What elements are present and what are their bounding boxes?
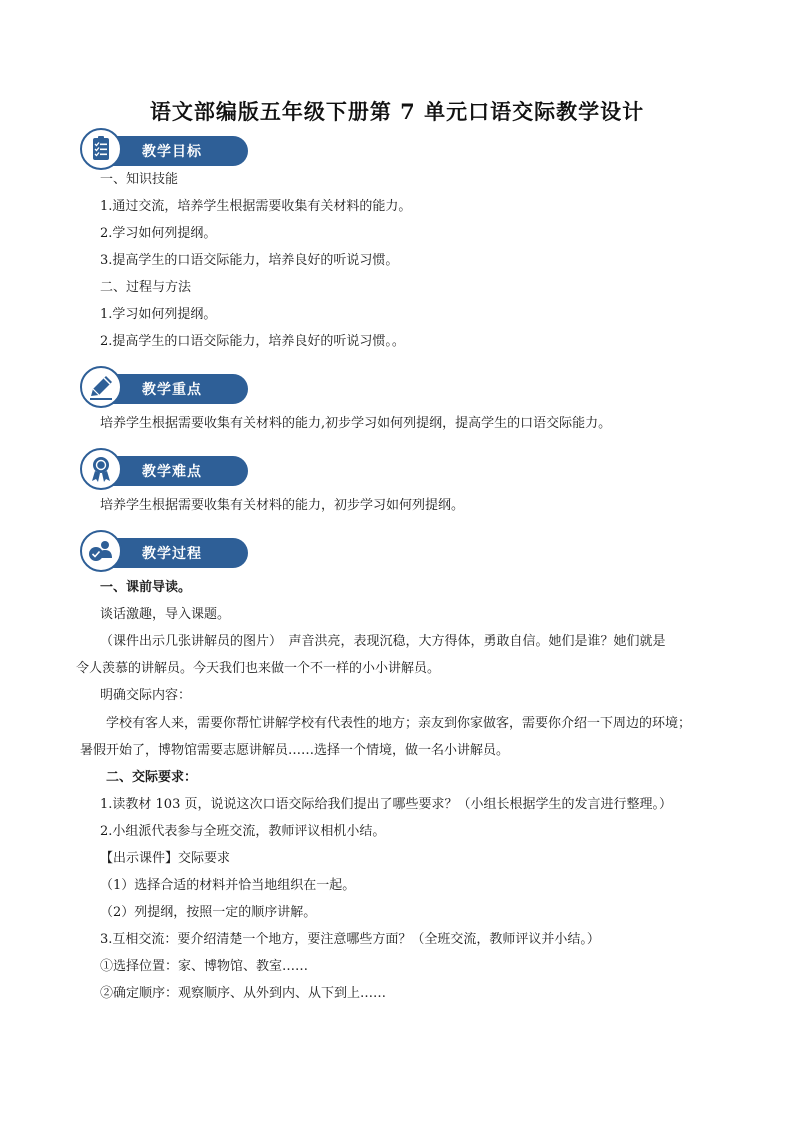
key-points-text: 培养学生根据需要收集有关材料的能力,初步学习如何列提纲，提高学生的口语交际能力。 (100, 416, 612, 431)
objective-line: 1.通过交流，培养学生根据需要收集有关材料的能力。 (100, 199, 412, 214)
objective-line: 1.学习如何列提纲。 (100, 307, 217, 322)
objective-line: 2.学习如何列提纲。 (100, 226, 217, 241)
objective-line: 3.提高学生的口语交际能力，培养良好的听说习惯。 (100, 253, 399, 268)
process-line: 1.读教材 103 页，说说这次口语交际给我们提出了哪些要求？（小组长根据学生的发言进行整理。） (100, 797, 672, 812)
process-line: 明确交际内容： (100, 688, 192, 703)
process-line: （课件出示几张讲解员的图片） 声音洪亮，表现沉稳，大方得体，勇敢自信。她们是谁？她们就是 (100, 634, 666, 649)
process-line: ①选择位置：家、博物馆、教室…… (100, 959, 309, 974)
process-line: （2）列提纲，按照一定的顺序讲解。 (100, 905, 317, 920)
checklist-icon (86, 134, 116, 164)
pencil-icon (86, 372, 116, 402)
section-label: 教学目标 (142, 144, 202, 160)
objective-line: 一、知识技能 (100, 172, 179, 187)
process-line: 二、交际要求： (106, 770, 198, 785)
process-line: 一、课前导读。 (100, 580, 192, 595)
difficulties-text: 培养学生根据需要收集有关材料的能力，初步学习如何列提纲。 (100, 498, 465, 513)
objective-line: 2.提高学生的口语交际能力，培养良好的听说习惯。。 (100, 334, 405, 349)
section-badge-key-points (80, 366, 250, 408)
process-line: 令人羡慕的讲解员。今天我们也来做一个不一样的小小讲解员。 (76, 661, 441, 676)
section-badge-objectives (80, 128, 250, 170)
section-badge-difficulties (80, 448, 250, 490)
section-label: 教学难点 (142, 464, 202, 480)
award-ribbon-icon (86, 454, 116, 484)
process-line: 2.小组派代表参与全班交流，教师评议相机小结。 (100, 824, 386, 839)
people-check-icon (86, 536, 116, 566)
process-line: 谈话激趣，导入课题。 (100, 607, 231, 622)
document-title: 语文部编版五年级下册第 7 单元口语交际教学设计 (149, 99, 645, 124)
process-line: （1）选择合适的材料并恰当地组织在一起。 (100, 878, 356, 893)
process-line: 【出示课件】交际要求 (100, 851, 231, 866)
process-line: ②确定顺序：观察顺序、从外到内、从下到上…… (100, 986, 387, 1001)
section-label: 教学过程 (142, 546, 202, 562)
process-line: 暑假开始了，博物馆需要志愿讲解员……选择一个情境，做一名小讲解员。 (80, 743, 510, 758)
process-line: 学校有客人来，需要你帮忙讲解学校有代表性的地方；亲友到你家做客，需要你介绍一下周边的环境； (106, 716, 692, 731)
section-badge-process (80, 530, 250, 572)
objective-line: 二、过程与方法 (100, 280, 192, 295)
section-label: 教学重点 (142, 382, 202, 398)
process-line: 3.互相交流：要介绍清楚一个地方，要注意哪些方面？（全班交流，教师评议并小结。） (100, 932, 600, 947)
